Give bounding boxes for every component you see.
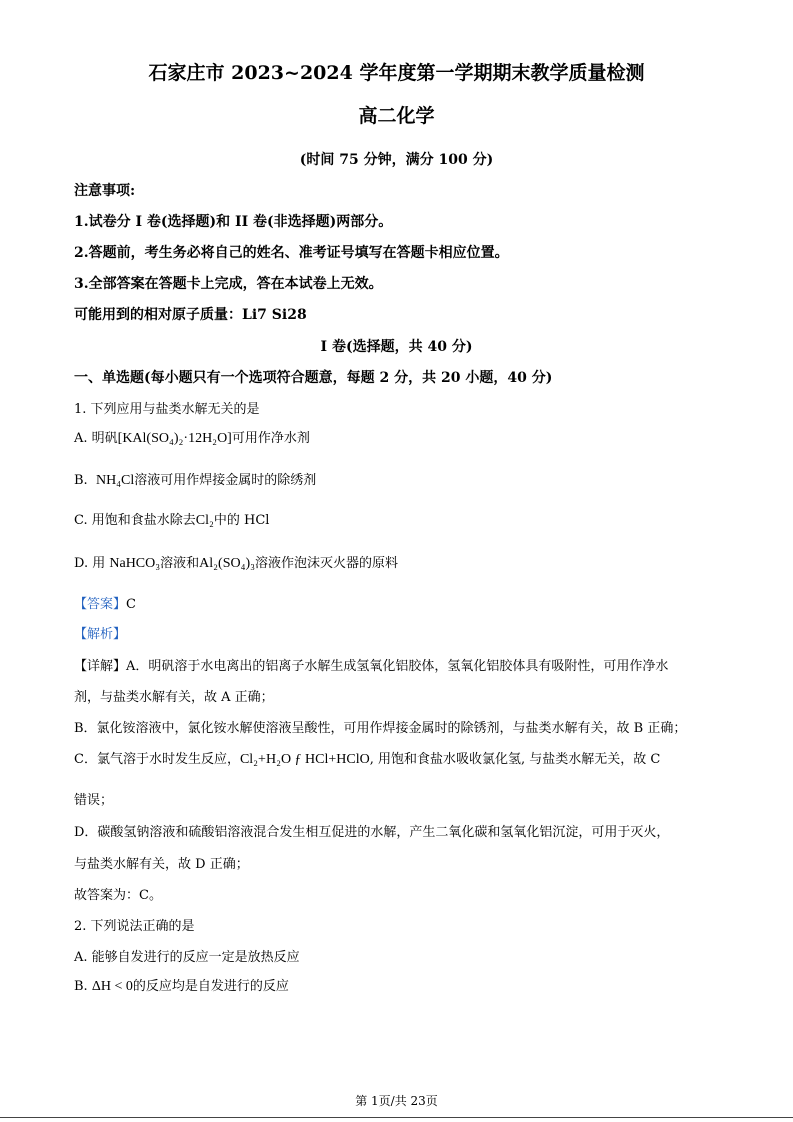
detail-d-line-1: D．碳酸氢钠溶液和硫酸铝溶液混合发生相互促进的水解，产生二氧化碳和氢氧化铝沉淀，可用于灭火， <box>74 825 670 840</box>
q1-a-label: A. 明矾 <box>74 431 118 446</box>
q1-a-rest: 可用作净水剂 <box>231 431 310 446</box>
q1-option-b <box>74 472 316 490</box>
answer-value: C <box>126 597 136 612</box>
q1-b-label: B. <box>74 473 88 488</box>
q2-option-a: A. 能够自发进行的反应一定是放热反应 <box>74 950 300 965</box>
q1-c-formula: Cl₂ <box>195 513 214 528</box>
detail-c-pre: C．氯气溶于水时发生反应， <box>74 752 240 767</box>
analysis-tag: 【解析】 <box>74 627 127 642</box>
q1-stem: 1. 下列应用与盐类水解无关的是 <box>74 402 260 417</box>
q1-option-c <box>74 512 269 530</box>
detail-c-formula: Cl₂+H₂O ƒ HCl+HClO <box>239 752 370 767</box>
q1-b-formula: NH₄Cl <box>95 473 135 488</box>
detail-c-post: , 用饱和食盐水吸收氯化氢, 与盐类水解无关，故 C <box>369 752 661 767</box>
detail-c-line-2: 错误； <box>74 793 114 808</box>
q1-d-rest: 溶液作泡沫灭火器的原料 <box>255 556 399 571</box>
detail-d-line-2: 与盐类水解有关，故 D 正确； <box>74 857 249 872</box>
q1-b-rest: 溶液可用作焊接金属时的除绣剂 <box>134 473 317 488</box>
q2-b-label: B. <box>74 979 88 994</box>
bottom-rule <box>0 1117 793 1118</box>
q1-option-a <box>74 430 310 448</box>
q1-d-formula-1: NaHCO₃ <box>109 556 161 571</box>
detail-b: B．氯化铵溶液中，氯化铵水解使溶液呈酸性，可用作焊接金属时的除锈剂，与盐类水解有关，故 B 正确； <box>74 721 687 736</box>
section-title: I 卷(选择题，共 40 分) <box>320 339 473 355</box>
q2-stem: 2. 下列说法正确的是 <box>74 919 195 934</box>
notice-item-3: 3.全部答案在答题卡上完成，答在本试卷上无效。 <box>74 276 383 292</box>
q1-a-formula: [KAl(SO₄)₂·12H₂O] <box>117 431 232 446</box>
q1-d-formula-2: Al₂(SO₄)₃ <box>199 556 256 571</box>
q1-c-rest: 中的 HCl <box>213 513 270 528</box>
notice-item-1: 1.试卷分 I 卷(选择题)和 II 卷(非选择题)两部分。 <box>74 214 393 230</box>
part-title: 一、单选题(每小题只有一个选项符合题意，每题 2 分，共 20 小题，40 分) <box>74 370 553 386</box>
answer-line <box>74 596 136 614</box>
q2-b-rest: 的反应均是自发进行的反应 <box>132 979 289 994</box>
time-note: (时间 75 分钟，满分 100 分) <box>299 152 494 168</box>
atomic-mass: 可能用到的相对原子质量：Li7 Si28 <box>74 307 307 323</box>
q1-option-d <box>74 555 398 573</box>
q2-b-formula: ΔH < 0 <box>91 979 133 994</box>
notice-heading: 注意事项: <box>74 183 136 199</box>
answer-tag: 【答案】 <box>74 597 127 612</box>
notice-item-2: 2.答题前，考生务必将自己的姓名、准考证号填写在答题卡相应位置。 <box>74 245 509 261</box>
conclusion: 故答案为：C。 <box>74 888 162 903</box>
detail-tag: 【详解】 <box>74 659 127 674</box>
exam-title: 石家庄市 2023~2024 学年度第一学期期末教学质量检测 <box>148 62 645 84</box>
q1-d-label: D. 用 <box>74 556 106 571</box>
detail-a-line-2: 剂，与盐类水解有关，故 A 正确； <box>74 690 274 705</box>
q2-option-b <box>74 978 289 996</box>
page-footer: 第 1页/共 23页 <box>355 1094 438 1108</box>
detail-a-text: A．明矾溶于水电离出的铝离子水解生成氢氧化铝胶体，氢氧化铝胶体具有吸附性，可用作净水 <box>126 659 669 674</box>
detail-c-line-1 <box>74 751 660 769</box>
subject-title: 高二化学 <box>358 105 435 127</box>
q1-d-mid: 溶液和 <box>160 556 200 571</box>
detail-a-line-1 <box>74 658 668 676</box>
q1-c-label: C. 用饱和食盐水除去 <box>74 513 196 528</box>
